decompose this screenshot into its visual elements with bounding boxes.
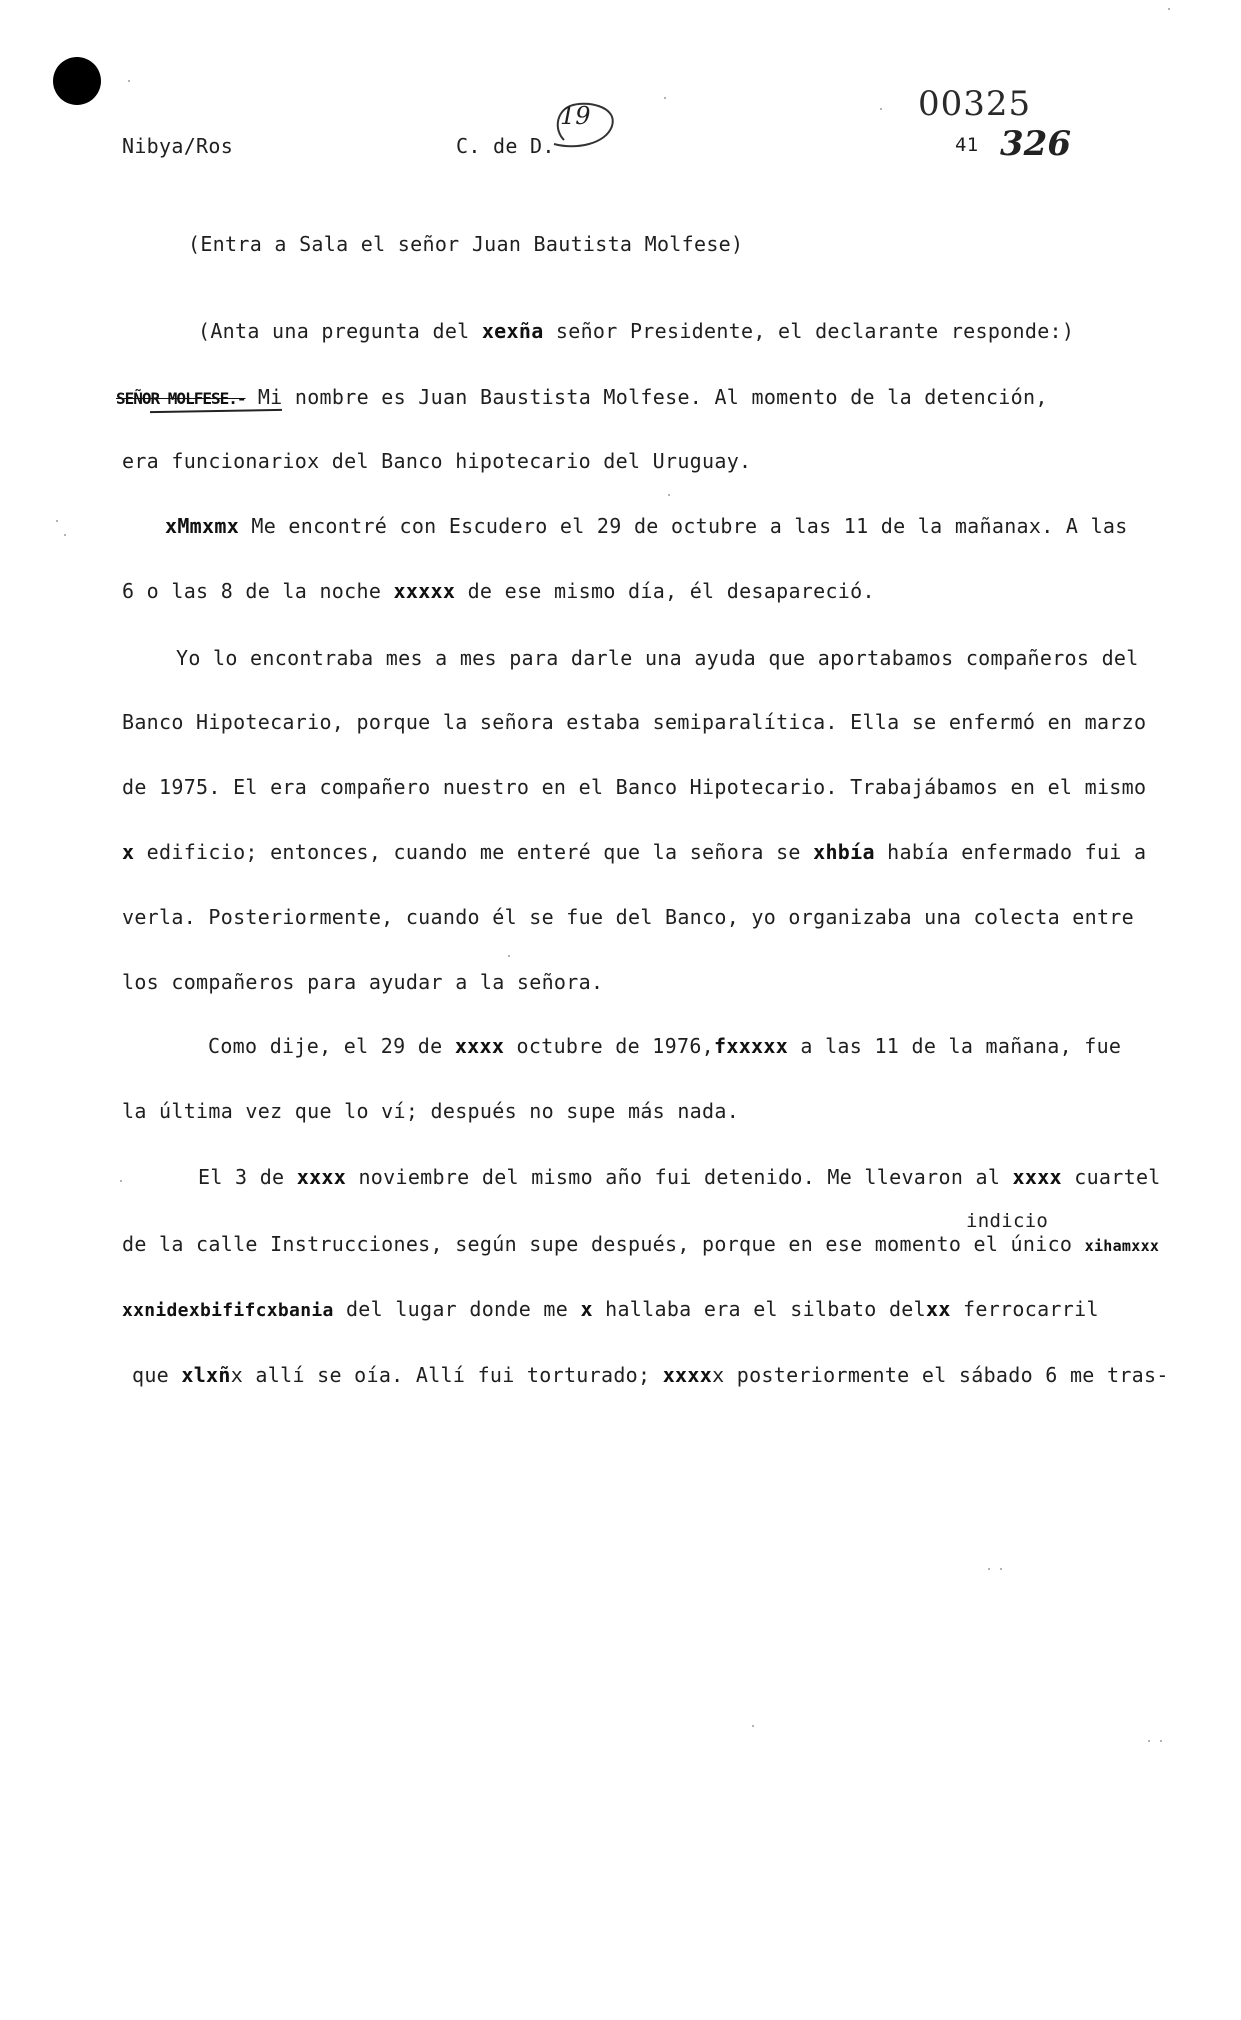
header-center: C. de D. <box>456 134 555 158</box>
redaction: xihamxxx <box>1084 1237 1160 1255</box>
scan-speck <box>988 1568 990 1570</box>
redaction: xxxx <box>662 1363 713 1387</box>
scan-speck <box>1000 1568 1002 1570</box>
redaction: xxxx <box>454 1034 505 1058</box>
scan-speck <box>880 108 882 110</box>
scan-speck <box>752 1725 754 1727</box>
redaction: xxnidexbififcxbania <box>122 1300 334 1321</box>
line-18: que xlxñx allí se oía. Allí fui torturado; xxxxx posteriormente el sábado 6 me tras- <box>132 1363 1169 1387</box>
line-14: la última vez que lo ví; después no supe más nada. <box>122 1099 740 1123</box>
line-3: SEÑOR MOLFESE.- Mi nombre es Juan Baustista Molfese. Al momento de la detención, <box>116 385 1048 409</box>
scan-speck <box>120 1180 122 1182</box>
underline-mark <box>150 409 282 413</box>
redaction: xMmxmx <box>165 514 240 538</box>
line-8: Banco Hipotecario, porque la señora estaba semiparalítica. Ella se enfermó en marzo <box>122 710 1147 734</box>
circled-number: 19 <box>560 102 591 130</box>
line-5: xMmxmx Me encontré con Escudero el 29 de octubre a las 11 de la mañanax. A las <box>165 514 1128 538</box>
line-11: verla. Posteriormente, cuando él se fue del Banco, yo organizaba una colecta entre <box>122 905 1134 929</box>
line-7: Yo lo encontraba mes a mes para darle una ayuda que aportabamos compañeros del <box>176 646 1139 670</box>
redaction: xhbía <box>813 840 875 864</box>
scan-speck <box>1148 1740 1150 1742</box>
scan-speck <box>664 97 666 99</box>
redaction: x <box>122 840 135 864</box>
scan-speck <box>64 534 66 536</box>
redaction: x <box>580 1297 593 1321</box>
header-left: Nibya/Ros <box>122 134 234 158</box>
redaction: xxxx <box>1012 1165 1062 1189</box>
line-16: de la calle Instrucciones, según supe después, porque en ese momento el único xihamxxx <box>122 1232 1160 1256</box>
line-17: xxnidexbififcxbania del lugar donde me x hallaba era el silbato delxx ferrocarril <box>122 1297 1099 1321</box>
line-9: de 1975. El era compañero nuestro en el Banco Hipotecario. Trabajábamos en el mismo <box>122 775 1147 799</box>
redaction: fxxxxx <box>714 1034 789 1058</box>
scan-speck <box>1160 1740 1162 1742</box>
line-13: Como dije, el 29 de xxxx octubre de 1976,fxxxxx a las 11 de la mañana, fue <box>208 1034 1122 1058</box>
page-number: 41 <box>955 134 979 156</box>
redaction: xxxx <box>296 1165 347 1189</box>
redaction: xxxxx <box>393 579 456 603</box>
line-15: El 3 de xxxx noviembre del mismo año fui detenido. Me llevaron al xxxx cuartel <box>198 1165 1161 1189</box>
handwritten-number: 326 <box>1000 124 1071 164</box>
line-12: los compañeros para ayudar a la señora. <box>122 970 604 994</box>
redaction: xexña <box>481 319 544 343</box>
struck-speaker-label: SEÑOR MOLFESE.- <box>116 389 246 408</box>
punch-hole <box>53 57 101 105</box>
line-1: (Entra a Sala el señor Juan Bautista Molfese) <box>188 232 744 256</box>
interlinear-insertion: indicio <box>966 1210 1049 1232</box>
scan-speck <box>508 955 510 957</box>
line-6: 6 o las 8 de la noche xxxxx de ese mismo día, él desapareció. <box>122 579 875 603</box>
redaction: xx <box>926 1297 951 1321</box>
line-4: era funcionariox del Banco hipotecario del Uruguay. <box>122 449 752 473</box>
line-2: (Anta una pregunta del xexña señor Presidente, el declarante responde:) <box>198 319 1075 343</box>
stamp-number: 00325 <box>918 84 1032 124</box>
scan-speck <box>56 520 58 522</box>
line-10: x edificio; entonces, cuando me enteré que la señora se xhbía había enfermado fui a <box>122 840 1147 864</box>
scan-speck <box>128 80 130 82</box>
scan-speck <box>668 494 670 496</box>
redaction: xlxñ <box>181 1363 231 1387</box>
scan-speck <box>1168 8 1170 10</box>
